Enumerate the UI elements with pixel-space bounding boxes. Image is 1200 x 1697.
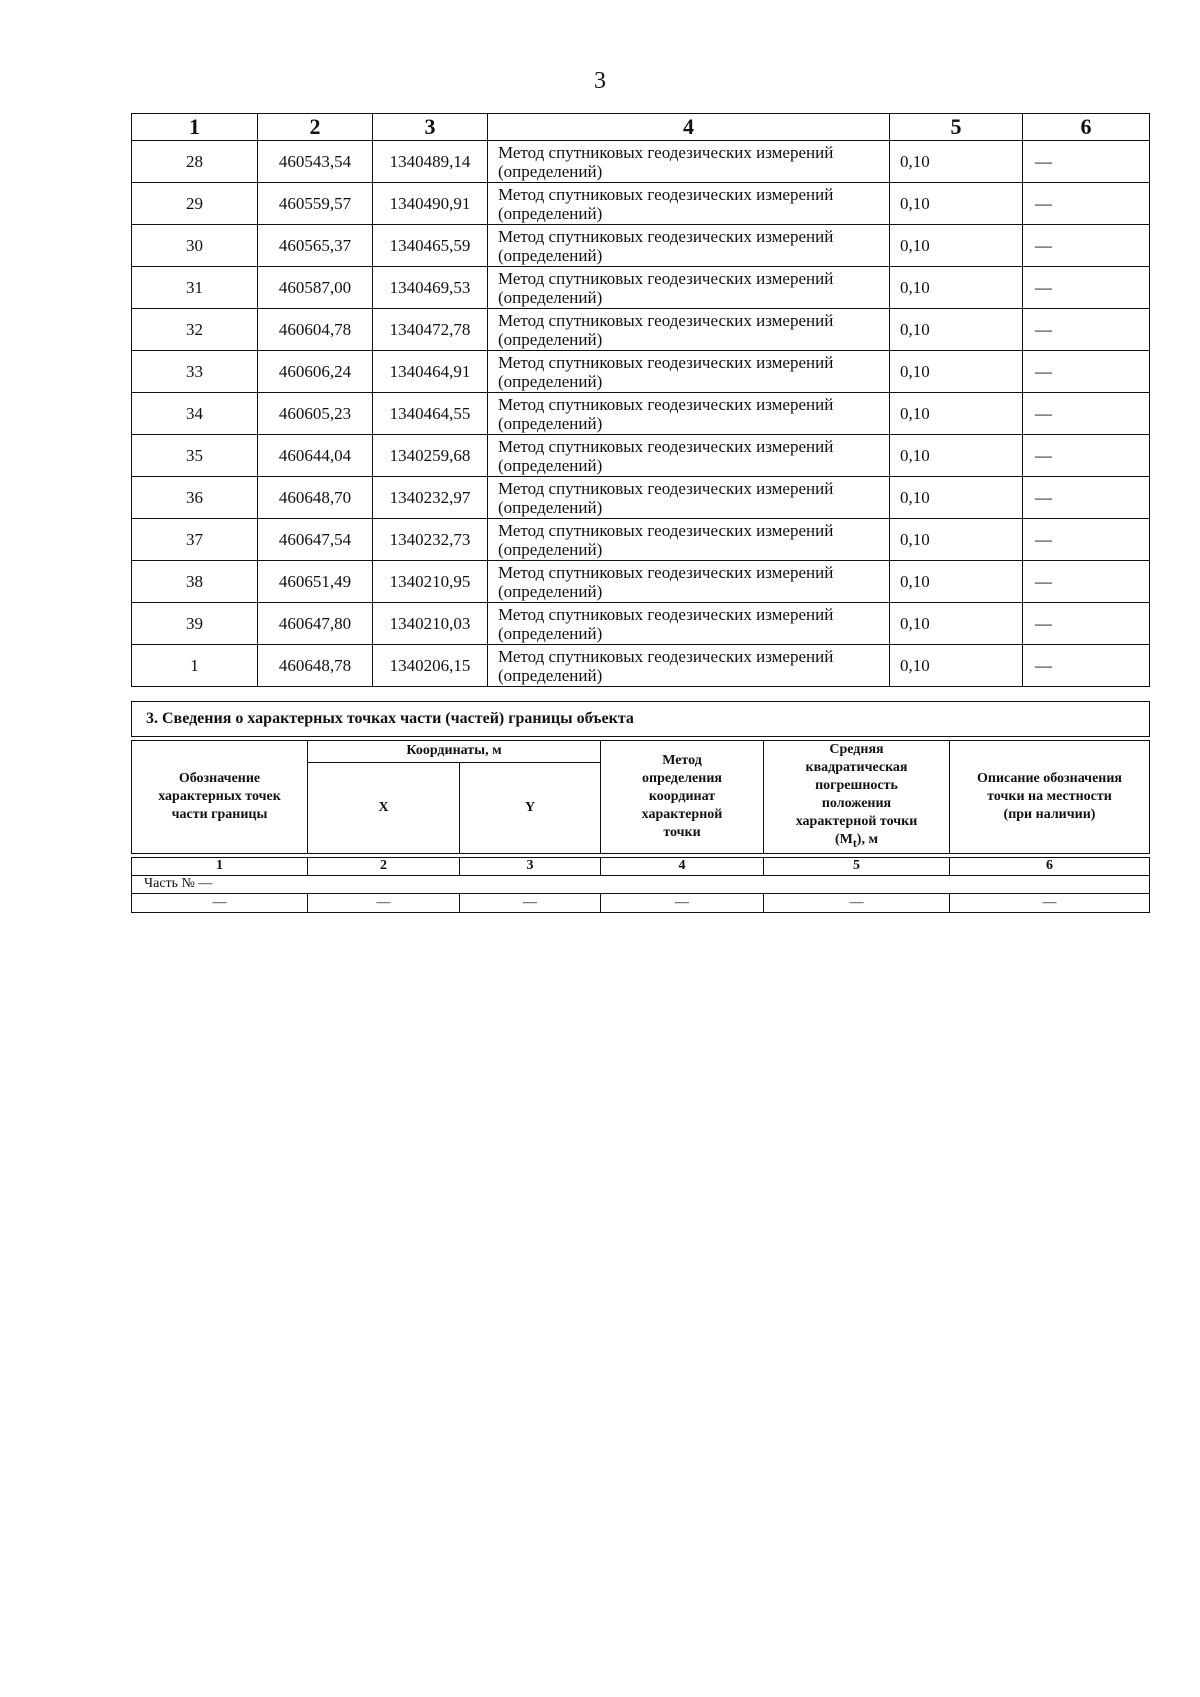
part-boundary-points-table [131,701,1150,913]
mt-value-cell: 0,10 [890,267,1023,309]
table-header-row [132,114,1150,141]
coord-x-cell: 460648,70 [258,477,373,519]
description-cell: — [1023,561,1150,603]
column-number-4: 4 [488,114,890,141]
point-number-cell: 31 [132,267,258,309]
coord-y-cell: 1340469,53 [373,267,488,309]
mt-value-cell: 0,10 [890,309,1023,351]
point-number-cell: 36 [132,477,258,519]
column-number-3: 3 [373,114,488,141]
description-cell: — [1023,225,1150,267]
empty-data-row: — — — — — — [132,893,1150,912]
mt-value-cell: 0,10 [890,225,1023,267]
description-cell: — [1023,519,1150,561]
coord-y-cell: 1340465,59 [373,225,488,267]
description-cell: — [1023,351,1150,393]
description-cell: — [1023,435,1150,477]
point-number-cell: 28 [132,141,258,183]
description-cell: — [1023,141,1150,183]
coordinates-header: Координаты, м [308,741,601,763]
method-cell: Метод спутниковых геодезических измерений (определений) [488,645,890,687]
method-header: Метод определения координат характерной точки [601,741,764,854]
table-row [132,141,1150,183]
column-number-6: 6 [1023,114,1150,141]
method-cell: Метод спутниковых геодезических измерений (определений) [488,225,890,267]
point-number-cell: 1 [132,645,258,687]
mt-value-cell: 0,10 [890,561,1023,603]
coord-x-cell: 460565,37 [258,225,373,267]
mt-value-cell: 0,10 [890,645,1023,687]
description-cell: — [1023,603,1150,645]
column-number-2: 2 [258,114,373,141]
mt-value-cell: 0,10 [890,183,1023,225]
method-cell: Метод спутниковых геодезических измерений (определений) [488,477,890,519]
mt-value-cell: 0,10 [890,141,1023,183]
x-header: X [308,762,460,853]
method-cell: Метод спутниковых геодезических измерений (определений) [488,267,890,309]
description-cell: — [1023,393,1150,435]
coord-y-cell: 1340464,55 [373,393,488,435]
point-number-cell: 29 [132,183,258,225]
coord-x-cell: 460648,78 [258,645,373,687]
method-cell: Метод спутниковых геодезических измерений (определений) [488,351,890,393]
coord-x-cell: 460605,23 [258,393,373,435]
coord-y-cell: 1340210,95 [373,561,488,603]
point-number-cell: 38 [132,561,258,603]
mt-value-cell: 0,10 [890,351,1023,393]
table-row [132,393,1150,435]
mt-value-cell: 0,10 [890,603,1023,645]
table-row [132,183,1150,225]
mt-value-cell: 0,10 [890,393,1023,435]
table-row [132,603,1150,645]
method-cell: Метод спутниковых геодезических измерений (определений) [488,141,890,183]
column-number-1: 1 [132,114,258,141]
coord-x-cell: 460559,57 [258,183,373,225]
part-number-label: Часть № — [132,875,1150,893]
coord-x-cell: 460606,24 [258,351,373,393]
coord-y-cell: 1340232,73 [373,519,488,561]
table-row [132,645,1150,687]
table-row [132,519,1150,561]
method-cell: Метод спутниковых геодезических измерений (определений) [488,393,890,435]
coord-y-cell: 1340490,91 [373,183,488,225]
coord-y-cell: 1340210,03 [373,603,488,645]
coord-y-cell: 1340232,97 [373,477,488,519]
table-row [132,267,1150,309]
coord-x-cell: 460647,54 [258,519,373,561]
description-header: Описание обозначения точки на местности (при наличии) [950,741,1150,854]
point-number-cell: 33 [132,351,258,393]
coord-x-cell: 460651,49 [258,561,373,603]
column-numbers-row: 1 2 3 4 5 6 [132,857,1150,875]
coord-y-cell: 1340489,14 [373,141,488,183]
coord-x-cell: 460587,00 [258,267,373,309]
coord-y-cell: 1340472,78 [373,309,488,351]
table-row [132,225,1150,267]
coord-x-cell: 460604,78 [258,309,373,351]
table-row [132,477,1150,519]
designation-header: Обозначение характерных точек части границы [132,741,308,854]
method-cell: Метод спутниковых геодезических измерений (определений) [488,519,890,561]
point-number-cell: 34 [132,393,258,435]
method-cell: Метод спутниковых геодезических измерений (определений) [488,183,890,225]
mt-value-cell: 0,10 [890,519,1023,561]
mt-value-cell: 0,10 [890,435,1023,477]
coord-y-cell: 1340259,68 [373,435,488,477]
table-body [132,141,1150,687]
description-cell: — [1023,477,1150,519]
coord-y-cell: 1340464,91 [373,351,488,393]
table-row [132,435,1150,477]
y-header: Y [460,762,601,853]
table-row [132,309,1150,351]
method-cell: Метод спутниковых геодезических измерений (определений) [488,603,890,645]
description-cell: — [1023,309,1150,351]
description-cell: — [1023,267,1150,309]
coord-x-cell: 460647,80 [258,603,373,645]
point-number-cell: 30 [132,225,258,267]
accuracy-header: Средняя квадратическая погрешность положения характерной точки $(M_t)$, м [764,741,950,854]
point-number-cell: 39 [132,603,258,645]
point-number-cell: 32 [132,309,258,351]
point-number-cell: 35 [132,435,258,477]
table-row [132,561,1150,603]
coord-y-cell: 1340206,15 [373,645,488,687]
method-cell: Метод спутниковых геодезических измерений (определений) [488,435,890,477]
column-number-5: 5 [890,114,1023,141]
coord-x-cell: 460543,54 [258,141,373,183]
coord-x-cell: 460644,04 [258,435,373,477]
table-row [132,351,1150,393]
method-cell: Метод спутниковых геодезических измерений (определений) [488,561,890,603]
description-cell: — [1023,183,1150,225]
point-number-cell: 37 [132,519,258,561]
method-cell: Метод спутниковых геодезических измерений (определений) [488,309,890,351]
mt-value-cell: 0,10 [890,477,1023,519]
page-number: 3 [594,68,606,94]
description-cell: — [1023,645,1150,687]
section-3-title: 3. Сведения о характерных точках части (частей) границы объекта [132,702,1150,737]
boundary-points-table [131,113,1150,687]
